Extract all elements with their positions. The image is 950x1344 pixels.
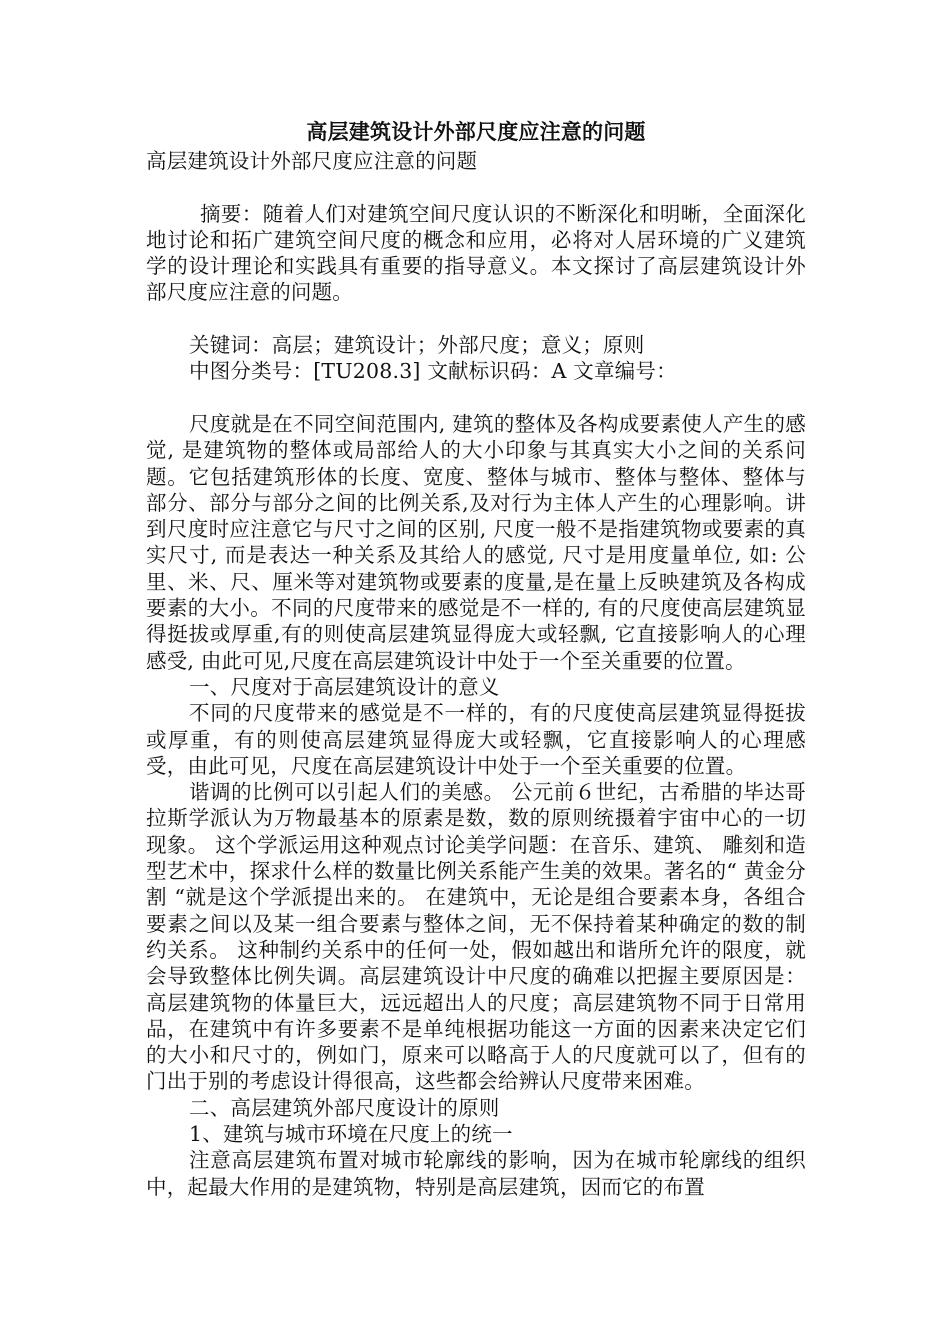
section-heading-1: 一、尺度对于高层建筑设计的意义: [189, 674, 500, 699]
spacer: [146, 385, 806, 411]
section-heading-2: 二、高层建筑外部尺度设计的原则: [189, 1095, 500, 1120]
document-subtitle: 高层建筑设计外部尺度应注意的问题: [146, 149, 478, 173]
spacer: [146, 174, 806, 200]
abstract-paragraph: 摘要：随着人们对建筑空间尺度认识的不断深化和明晰，全面深化地讨论和拓广建筑空间尺度的概念和应用，必将对人居环境的广义建筑学的设计理论和实践具有重要的指导意义。本文探讨了高层建筑设计外部尺度应注意的问题。: [146, 201, 806, 305]
spacer: [146, 306, 806, 332]
body-paragraph: 谐调的比例可以引起人们的美感。 公元前６世纪，古希腊的毕达哥拉斯学派认为万物最基本的原素是数，数的原则统摄着宇宙中心的一切现象。 这个学派运用这种观点讨论美学问题：在音乐、建筑、 雕刻和造型艺术中，探求什么样的数量比例关系能产生美的效果。著名的“ 黄金分割 “就是这个学派提出来的。 在建筑中，无论是组合要素本身，各组合要素之间以及某一组合要素与整体之间，无不保持着某种确定的数的制约关系。 这种制约关系中的任何一处，假如越出和谐所允许的限度，就会导致整体比例失调。高层建筑设计中尺度的确难以把握主要原因是：高层建筑物的体量巨大，远远超出人的尺度；高层建筑物不同于日常用品，在建筑中有许多要素不是单纯根据功能这一方面的因素来决定它们的大小和尺寸的，例如门，原来可以略高于人的尺度就可以了，但有的门出于别的考虑设计得很高，这些都会给辨认尺度带来困难。: [146, 780, 806, 1094]
document-title: 高层建筑设计外部尺度应注意的问题: [306, 119, 646, 144]
subsection-heading: 1、建筑与城市环境在尺度上的统一: [189, 1121, 513, 1146]
body-paragraph: 不同的尺度带来的感觉是不一样的，有的尺度使高层建筑显得挺拔或厚重，有的则使高层建筑显得庞大或轻飘，它直接影响人的心理感受，由此可见，尺度在高层建筑设计中处于一个至关重要的位置。: [146, 701, 806, 778]
keywords-line: 关键词：高层；建筑设计；外部尺度；意义；原则: [189, 333, 645, 358]
classification-line: 中图分类号：[TU208.3] 文献标识码：A 文章编号：: [189, 359, 677, 384]
document-page: [146, 118, 806, 1200]
body-paragraph: 注意高层建筑布置对城市轮廓线的影响，因为在城市轮廓线的组织中，起最大作用的是建筑物，特别是高层建筑，因而它的布置: [146, 1148, 806, 1199]
intro-paragraph: 尺度就是在不同空间范围内, 建筑的整体及各构成要素使人产生的感觉, 是建筑物的整体或局部给人的大小印象与其真实大小之间的关系问题。它包括建筑形体的长度、宽度、整体与城市、整体与整体、整体与部分、部分与部分之间的比例关系,及对行为主体人产生的心理影响。讲到尺度时应注意它与尺寸之间的区别, 尺度一般不是指建筑物或要素的真实尺寸, 而是表达一种关系及其给人的感觉, 尺寸是用度量单位, 如: 公里、米、尺、厘米等对建筑物或要素的度量,是在量上反映建筑及各构成要素的大小。不同的尺度带来的感觉是不一样的, 有的尺度使高层建筑显得挺拔或厚重,有的则使高层建筑显得庞大或轻飘, 它直接影响人的心理感受, 由此可见,尺度在高层建筑设计中处于一个至关重要的位置。: [146, 411, 806, 673]
